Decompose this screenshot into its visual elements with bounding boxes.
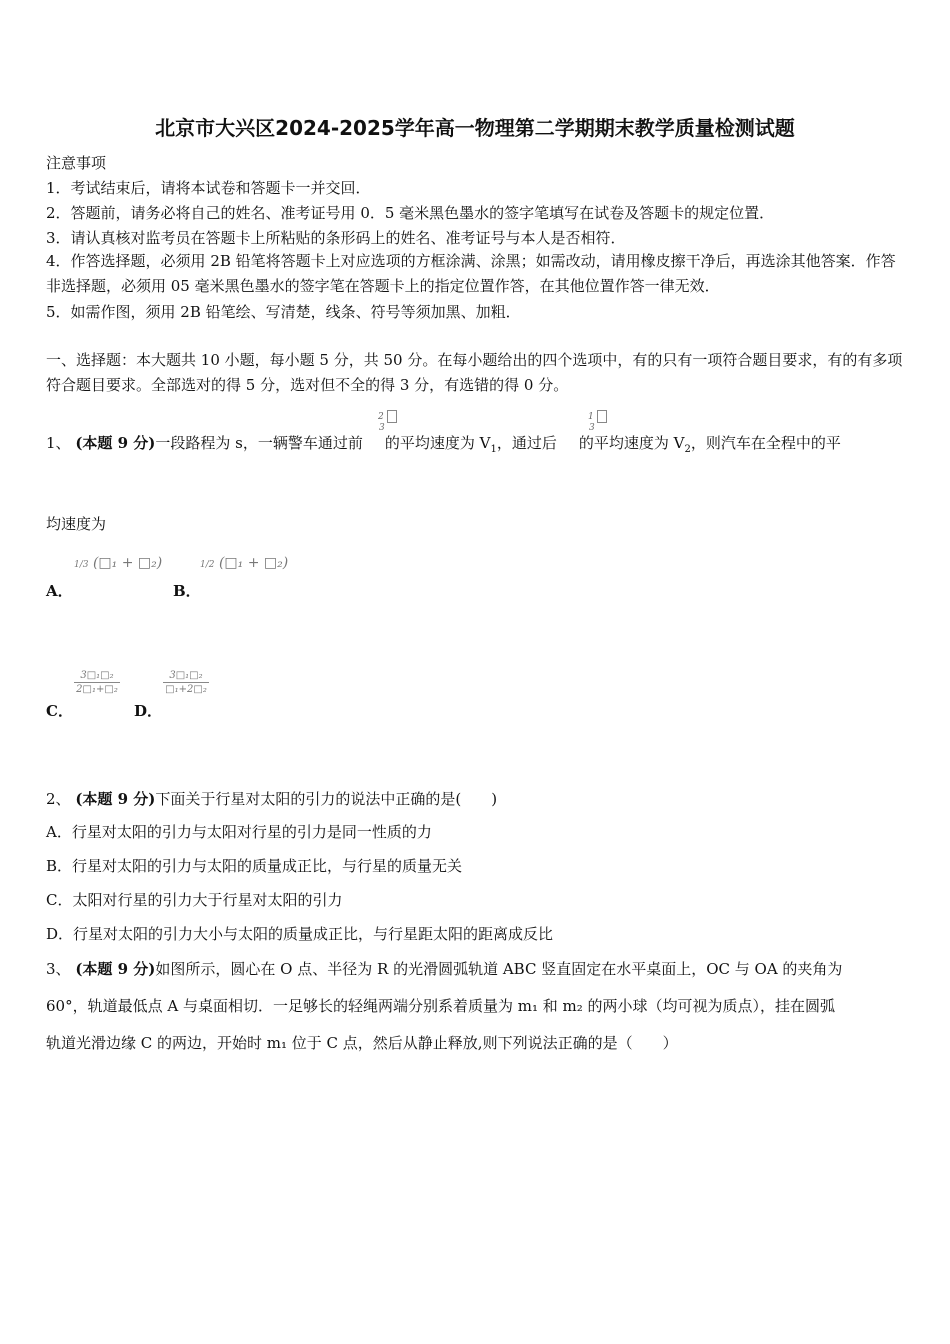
option-c-formula: 3□₁□₂ 2□₁+□₂: [74, 670, 120, 695]
notice-item-5: 5．如需作图，须用 2B 铅笔绘、写清楚，线条、符号等须加黑、加粗．: [46, 303, 521, 321]
question-3-number: 3、: [46, 960, 71, 978]
question-2-option-c[interactable]: C．太阳对行星的引力大于行星对太阳的引力: [46, 891, 343, 909]
question-2-stem: [46, 788, 497, 809]
v2-subscript: 2: [684, 444, 691, 455]
question-1-text-part3: ，通过后: [496, 434, 557, 452]
option-b-formula: 1/2 (□₁ + □₂): [200, 555, 289, 571]
section-1-heading: 一、选择题：本大题共 10 小题，每小题 5 分，共 50 分。在每小题给出的四个选项中，有的只有一项符合题目要求，有的有多项符合题目要求。全部选对的得 5 分，选对但不全的得 3 分，有选错的得 0 分。: [46, 351, 903, 394]
question-1-text-part2: 的平均速度为 V: [384, 434, 491, 452]
question-3-line-2: 60°，轨道最低点 A 与桌面相切．一足够长的轻绳两端分别系着质量为 m₁ 和 m₂ 的两小球（均可视为质点），挂在圆弧: [46, 997, 836, 1015]
fraction-one-third: 1 3: [588, 410, 607, 433]
question-2-option-d[interactable]: D．行星对太阳的引力大小与太阳的质量成正比，与行星距太阳的距离成反比: [46, 925, 554, 943]
question-3-score: (本题 9 分): [75, 960, 156, 978]
notice-item-2: 2．答题前，请务必将自己的姓名、准考证号用 0．5 毫米黑色墨水的签字笔填写在试卷及答题卡的规定位置．: [46, 204, 775, 222]
question-1-score: (本题 9 分): [75, 434, 156, 452]
question-1-text-part5: ，则汽车在全程中的平: [690, 434, 841, 452]
option-c-label[interactable]: C．: [46, 702, 73, 720]
option-a-formula: 1/3 (□₁ + □₂): [74, 555, 163, 571]
question-3-line-1: [46, 958, 842, 979]
question-1-continuation: 均速度为: [46, 515, 107, 533]
question-2-number: 2、: [46, 790, 71, 808]
question-3-line-3: 轨道光滑边缘 C 的两边，开始时 m₁ 位于 C 点，然后从静止释放,则下列说法正确的是（ ）: [46, 1034, 678, 1052]
notice-heading: 注意事项: [46, 154, 107, 172]
question-1-text-part1: 一段路程为 s，一辆警车通过前: [155, 434, 363, 452]
question-3-text-1: 如图所示，圆心在 O 点、半径为 R 的光滑圆弧轨道 ABC 竖直固定在水平桌面上，OC 与 OA 的夹角为: [155, 960, 843, 978]
option-d-formula: 3□₁□₂ □₁+2□₂: [163, 670, 209, 695]
question-1-text-part4: 的平均速度为 V: [578, 434, 685, 452]
question-1-stem: [46, 432, 841, 455]
option-a-label[interactable]: A．: [46, 582, 73, 600]
question-2-text: 下面关于行星对太阳的引力的说法中正确的是( ): [155, 790, 498, 808]
option-d-label[interactable]: D．: [134, 702, 163, 720]
page-title: 北京市大兴区2024-2025学年高一物理第二学期期末教学质量检测试题: [155, 116, 795, 140]
question-2-option-a[interactable]: A．行星对太阳的引力与太阳对行星的引力是同一性质的力: [46, 823, 432, 841]
notice-item-1: 1．考试结束后，请将本试卷和答题卡一并交回．: [46, 179, 371, 197]
question-1-number: 1、: [46, 434, 71, 452]
question-2-score: (本题 9 分): [75, 790, 156, 808]
fraction-two-thirds: 2 3: [378, 410, 397, 433]
notice-item-4: 4．作答选择题，必须用 2B 铅笔将答题卡上对应选项的方框涂满、涂黑；如需改动，请用橡皮擦干净后，再选涂其他答案．作答非选择题，必须用 05 毫米黑色墨水的签字笔在答题卡上的指定位置作答，在其他位置作答一律无效．: [46, 252, 896, 295]
option-b-label[interactable]: B．: [173, 582, 201, 600]
notice-item-3: 3．请认真核对监考员在答题卡上所粘贴的条形码上的姓名、准考证号与本人是否相符．: [46, 229, 626, 247]
question-2-option-b[interactable]: B．行星对太阳的引力与太阳的质量成正比，与行星的质量无关: [46, 857, 463, 875]
v1-subscript: 1: [490, 444, 497, 455]
